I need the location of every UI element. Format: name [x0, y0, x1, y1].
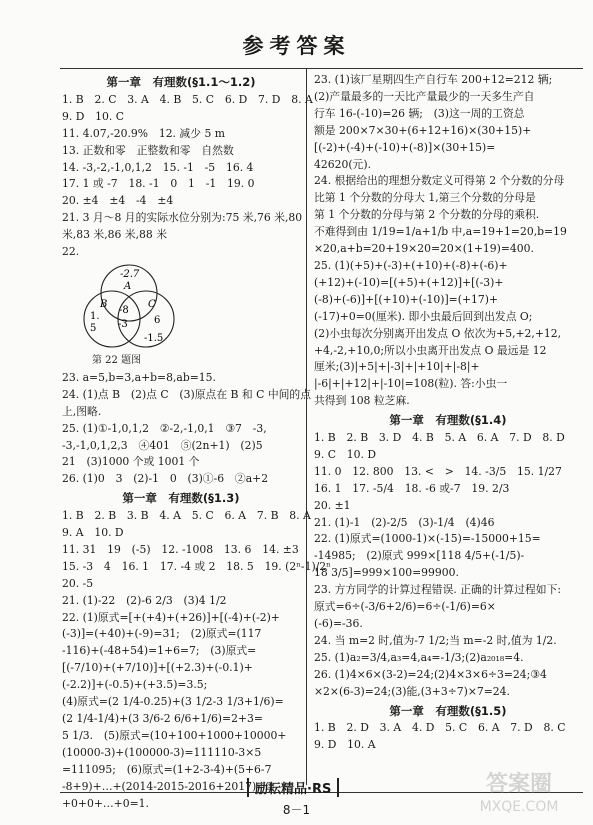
answer-line: 20. ±4 ±4 -4 ±4: [62, 194, 174, 208]
answer-line: 11. 0 12. 800 13. < > 14. -3/5 15. 1/27: [314, 464, 562, 478]
venn-diagram: [62, 261, 300, 353]
venn-figure: [74, 261, 184, 353]
answer-line: 13. 正数和零 正整数和零 自然数: [62, 143, 234, 157]
answer-line: (4)原式=(2 1/4-0.25)+(3 1/2-3 1/3+1/6)=: [62, 695, 284, 709]
svg-text:MXQE.COM: MXQE.COM: [479, 799, 559, 815]
answer-line: (-8)+(-6)]+[(+10)+(-10)]=(+17)+: [314, 292, 498, 306]
figure-caption: 第 22 题图: [92, 354, 142, 366]
answer-line: 9. D 10. A: [314, 738, 376, 752]
top-rule: [60, 68, 583, 69]
answer-line: 20. ±1: [314, 498, 351, 512]
svg-text:答案圈: 答案圈: [485, 772, 553, 797]
venn-label-top: -2.7: [120, 268, 140, 280]
answer-line: [(-2)+(-4)+(-10)+(-8)]×(30+15)=: [314, 140, 496, 154]
column-divider: [306, 68, 307, 785]
venn-label-mid: -8: [119, 304, 129, 316]
answer-line: 厘米;(3)|+5|+|-3|+|+10|+|-8|+: [314, 360, 480, 374]
answer-line: 26. (1)0 3 (2)-1 0 (3)①-6 ②a+2: [62, 472, 269, 486]
answer-line: 9. C 10. D: [314, 447, 377, 461]
answer-line: 15. -3 4 16. 1 17. -4 或 2 18. 5 19. (2ⁿ-1)/2ⁿ: [62, 559, 331, 573]
answer-line: +0+0+…+0=1.: [62, 796, 149, 810]
answer-line: ×20,a+b=20+19×20=20×(1+19)=400.: [314, 242, 534, 256]
answer-line: 米,83 米,86 米,88 米: [62, 228, 167, 242]
page-title: 参考答案: [242, 33, 351, 58]
section-heading: 第一章 有理数(§1.1～1.2): [106, 75, 256, 89]
answer-line: 5 1/3. (5)原式=(10+100+1000+10000+: [62, 728, 287, 742]
answer-line: +4,-2,+10,0;所以小虫离开出发点 O 最远是 12: [314, 343, 547, 357]
answer-line: 行车 16-(-10)=26 辆; (3)这一周的工资总: [314, 106, 525, 120]
answer-line: 42620(元).: [314, 157, 371, 171]
venn-label-mid2: 6: [154, 314, 161, 326]
answer-line: 23. 方方同学的计算过程错误. 正确的计算过程如下:: [314, 583, 562, 597]
venn-label-b: B: [100, 298, 108, 310]
answer-line: 14. -3,-2,-1,0,1,2 15. -1 -5 16. 4: [62, 160, 254, 174]
answer-line: 上,图略.: [62, 404, 102, 418]
watermark-logo: [459, 761, 579, 819]
answer-line: 1. B 2. B 3. D 4. B 5. A 6. A 7. D 8. D: [314, 431, 565, 445]
answer-line: 1. B 2. D 3. A 4. D 5. C 6. A 7. D 8. C: [314, 721, 566, 735]
answer-line: 24. 当 m=2 时,值为-7 1/2;当 m=-2 时,值为 1/2.: [314, 633, 557, 647]
venn-label-a: A: [124, 280, 132, 292]
answer-line: (10000-3)+(100000-3)=111110-3×5: [62, 745, 262, 759]
answer-line: 23. a=5,b=3,a+b=8,ab=15.: [62, 370, 216, 384]
answer-line: [(-7/10)+(+7/10)]+[(+2.3)+(-0.1)+: [62, 661, 253, 675]
answer-line: 共得到 108 粒芝麻.: [314, 394, 410, 408]
answer-line: |-6|+|+12|+|-10|=108(粒). 答:小虫一: [314, 377, 508, 391]
answer-line: 1. B 2. B 3. B 4. A 5. C 6. A 7. B 8. A: [62, 509, 311, 523]
venn-label-center: -3: [118, 318, 128, 330]
answer-line: -116)+(-48+54)=1+6=7; (3)原式=: [62, 644, 257, 658]
answer-line: -3,-1,0,1,2,3 ④401 ⑤(2n+1) (2)5: [62, 438, 263, 452]
answer-line: (-17)+0=0(厘米). 即小虫最后回到出发点 O;: [314, 309, 533, 323]
answer-line: (2)小虫每次分别离开出发点 O 依次为+5,+2,+12,: [314, 326, 562, 340]
section-heading: 第一章 有理数(§1.5): [389, 703, 507, 718]
page-number: 8－1: [282, 803, 311, 817]
answer-line: 22. (1)原式=[+(+4)+(+26)]+[(-4)+(-2)+: [62, 610, 280, 624]
answer-line: (-3)]=(+40)+(-9)=31; (2)原式=(117: [62, 627, 262, 641]
brand-logo: 励耘精品·RS: [247, 778, 339, 797]
right-column: [314, 72, 582, 754]
answer-line: 20. -5: [62, 576, 94, 590]
answer-line: 9. A 10. D: [62, 526, 124, 540]
section-heading: 第一章 有理数(§1.3): [122, 491, 240, 506]
answer-line: 18 3/5]=999×100=99900.: [314, 566, 459, 580]
answer-line: 21. 3 月～8 月的实际水位分别为:75 米,76 米,80: [62, 211, 303, 225]
answer-line: 比第 1 个分数的分母大 1,第三个分数的分母是: [314, 191, 536, 205]
answer-line: 1. B 2. C 3. A 4. B 5. C 6. D 7. D 8. A: [62, 92, 313, 106]
answer-line: 16. 1 17. -5/4 18. -6 或-7 19. 2/3: [314, 481, 510, 495]
answer-line: 25. (1)(+5)+(-3)+(+10)+(-8)+(-6)+: [314, 258, 508, 272]
venn-label-left2: 5: [90, 322, 97, 334]
venn-label-left: 1.: [90, 310, 100, 322]
answer-line: 原式=6÷(-3/6+2/6)=6÷(-1/6)=6×: [314, 600, 496, 614]
answer-line: 17. 1 或 -7 18. -1 0 1 -1 19. 0: [62, 177, 255, 191]
answer-line: (+12)+(-10)=[(+5)+(+12)]+[(-3)+: [314, 275, 504, 289]
answer-line: 21. (1)-22 (2)-6 2/3 (3)4 1/2: [62, 593, 227, 607]
answer-line: 11. 4.07,-20.9% 12. 减少 5 m: [62, 126, 225, 140]
section-heading: 第一章 有理数(§1.4): [389, 413, 507, 428]
answer-line: 25. (1)a₂=3/4,a₃=4,a₄=-1/3;(2)a₂₀₁₈=4.: [314, 650, 524, 664]
venn-label-bottom: -1.5: [144, 332, 164, 344]
answer-line: 9. D 10. C: [62, 109, 125, 123]
answer-line: 24. 根据给出的理想分数定义可得第 2 个分数的分母: [314, 174, 565, 188]
answer-line: (2 1/4-1/4)+(3 3/6-2 6/6+1/6)=2+3=: [62, 712, 263, 725]
answer-line: (2)产量最多的一天比产量最少的一天多生产自: [314, 89, 535, 103]
answer-line: ×2×(6-3)=24;(3)能,(3+3÷7)×7=24.: [314, 684, 510, 698]
answer-line: 25. (1)①-1,0,1,2 ②-2,-1,0,1 ③7 -3,: [62, 421, 267, 435]
answer-line: 11. 31 19 (-5) 12. -1008 13. 6 14. ±3: [62, 542, 299, 556]
answer-line: 22.: [62, 245, 80, 259]
answer-line: 22. (1)原式=(1000-1)×(-15)=-15000+15=: [314, 532, 541, 546]
answer-line: 21 (3)1000 个或 1001 个: [62, 455, 200, 469]
answer-line: =111095; (6)原式=(1+2-3-4)+(5+6-7: [62, 762, 272, 776]
answer-line: 24. (1)点 B (2)点 C (3)原点在 B 和 C 中间的点: [62, 387, 312, 401]
answer-line: 21. (1)-1 (2)-2/5 (3)-1/4 (4)46: [314, 515, 495, 529]
venn-label-c: C: [148, 298, 156, 310]
answer-line: 23. (1)该厂星期四生产自行车 200+12=212 辆;: [314, 73, 553, 86]
answer-line: -8+9)+…+(2014-2015-2016+2017)=0: [62, 779, 273, 793]
answer-line: 不难得到由 1/19=1/a+1/b 中,a=19+1=20,b=19: [314, 225, 567, 239]
answer-line: 第 1 个分数的分母与第 2 个分数的分母的乘积.: [314, 208, 540, 222]
answer-line: (-6)=-36.: [314, 617, 363, 630]
left-column: [62, 72, 331, 812]
answer-line: 26. (1)4×6×(3-2)=24;(2)4×3×6÷3=24;③4: [314, 667, 547, 681]
answer-line: -14985; (2)原式 999×[118 4/5+(-1/5)-: [314, 549, 525, 563]
answer-line: 额是 200×7×30+(6+12+16)×(30+15)+: [314, 123, 532, 137]
answer-line: (-2.2)]+(-0.5)+(+3.5)=3.5;: [62, 678, 208, 692]
